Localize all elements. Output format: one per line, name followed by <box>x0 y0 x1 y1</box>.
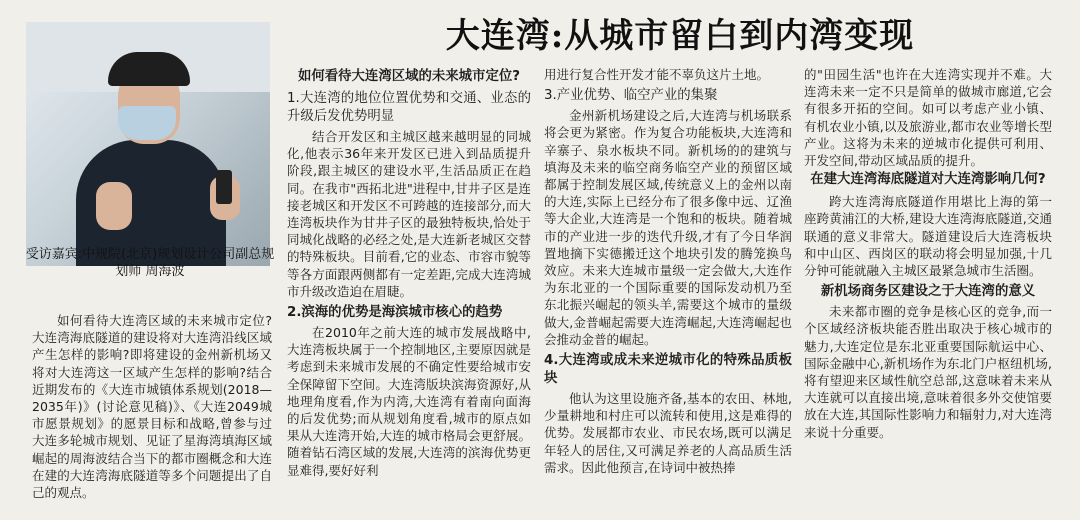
column-3 <box>544 66 792 476</box>
section-heading: 4.大连湾或成未来逆城市化的特殊品质板块 <box>544 353 792 387</box>
body-paragraph: 结合开发区和主城区越来越明显的同城化,他表示36年来开发区已进入到品质提升阶段,跟主城区的建设水平,生活品质正在趋同。在我市"西拓北进"进程中,甘井子区是连接老城区和开发区不可跨越的连接部分,而大连湾板块作为甘井子区的最独特板块,恰处于同城化战略的必经之处,是大连新老城区交替的特殊板块。目前看,它的业态、市容市貌等等各方面跟两侧都有一定差距,完成大连湾城市升级改造迫在眉睫。 <box>287 129 531 299</box>
photo-person-mask <box>118 106 176 140</box>
section-heading: 新机场商务区建设之于大连湾的意义 <box>820 284 1036 300</box>
body-paragraph: 的"田园生活"也许在大连湾实现并不难。大连湾未来一定不只是简单的做城市廊道,它会有很多开拓的空间。如可以考虑产业小镇、有机农业小镇,以及旅游业,都市农业等增长型产业。这将为未来的逆城市化提供可利用、开发空间,带动区域品质的提升。 <box>804 67 1052 169</box>
question-heading: 在建大连湾海底隧道对大连湾影响几何? <box>810 172 1046 188</box>
interviewee-photo <box>26 22 270 266</box>
photo-person-hat <box>108 52 190 86</box>
column-4 <box>804 66 1052 441</box>
body-paragraph: 在2010年之前大连的城市发展战略中,大连湾板块属于一个控制地区,主要原因就是考虑到未来城市发展的不确定性要给城市安全保障留下空间。大连湾版块滨海资源好,从地理角度看,作为内湾,大连湾有着南向面海的后发优势;而从规划角度看,城市的原点如果从大连湾开始,大连的城市格局会更舒展。随着钻石湾区域的发展,大连湾的滨海优势更显难得,要好好利 <box>287 325 531 478</box>
column-2 <box>287 66 531 479</box>
section-heading: 3.产业优势、临空产业的集聚 <box>544 88 718 104</box>
section-heading: 2.滨海的优势是海滨城市核心的趋势 <box>287 305 503 321</box>
intro-paragraph: 如何看待大连湾区域的未来城市定位?大连湾海底隧道的建设将对大连湾沿线区域产生怎样的影响?即将建设的金州新机场又将对大连湾这一区域产生怎样的影响?结合近期发布的《大连市城镇体系规划(2018—2035年)》(讨论意见稿)》、《大连2049城市愿景规划》的愿景目标和战略,曾参与过大连多轮城市规划、见证了星海湾填海区域崛起的周海波结合当下的都市圈概念和大连在建的大连湾海底隧道等多个问题提出了自己的观点。 <box>32 313 272 501</box>
column-1 <box>32 312 272 501</box>
section-heading: 1.大连湾的地位位置优势和交通、业态的升级后发优势明显 <box>287 91 531 124</box>
body-paragraph: 用进行复合性开发才能不辜负这片土地。 <box>544 67 770 82</box>
question-heading: 如何看待大连湾区域的未来城市定位? <box>297 69 521 84</box>
body-paragraph: 他认为这里设施齐备,基本的农田、林地,少量耕地和村庄可以流转和使用,这是难得的优势。发展都市农业、市民农场,既可以满足年轻人的居住,又可满足养老的人高品质生活需求。因此他预言,在诗词中被热捧 <box>544 391 792 475</box>
headline: 大连湾:从城市留白到内湾变现 <box>445 16 915 56</box>
body-paragraph: 未来都市圈的竞争是核心区的竞争,而一个区域经济板块能否胜出取决于核心城市的魅力,大连定位是东北亚重要国际航运中心、国际金融中心,新机场作为东北门户枢纽机场,将有望迎来区域性航空总部,这意味着未来从大连就可以直接出境,意味着很多外交使馆要放在大连,其国际性影响力和辐射力,对大连湾来说十分重要。 <box>804 304 1052 440</box>
photo-phone <box>216 170 232 204</box>
body-paragraph: 跨大连湾海底隧道作用堪比上海的第一座跨黄浦江的大桥,建设大连湾海底隧道,交通联通的意义非常大。隧道建设后大连湾板块和中山区、西岗区的联动将会明显加强,十几分钟可能就融入主城区最紧急城市生活圈。 <box>804 194 1052 279</box>
photo-person-hand <box>96 182 132 230</box>
body-paragraph: 金州新机场建设之后,大连湾与机场联系将会更为紧密。作为复合功能板块,大连湾和辛寨子、泉水板块不同。新机场的的建筑与填海及未来的临空商务临空产业的预留区域都属于控制发展区域,传统意义上的金州以南的大连,实际上已经分布了很多像中远、辽渔等大企业,大连湾是一个饱和的板块。随着城市的产业进一步的迭代升级,才有了今日华润置地摘下实德搬迁这个地块引发的腾笼换鸟效应。未来大连城市量级一定会做大,大连作为东北亚的一个国际重要的国际发动机乃至东北振兴崛起的领头羊,需要这个城市的量级做大,金普崛起需要大连湾崛起,大连湾崛起也会推动金普的崛起。 <box>544 108 792 347</box>
photo-caption: 受访嘉宾:中规院(北京)规划设计公司副总规划师 周海波 <box>25 247 275 279</box>
